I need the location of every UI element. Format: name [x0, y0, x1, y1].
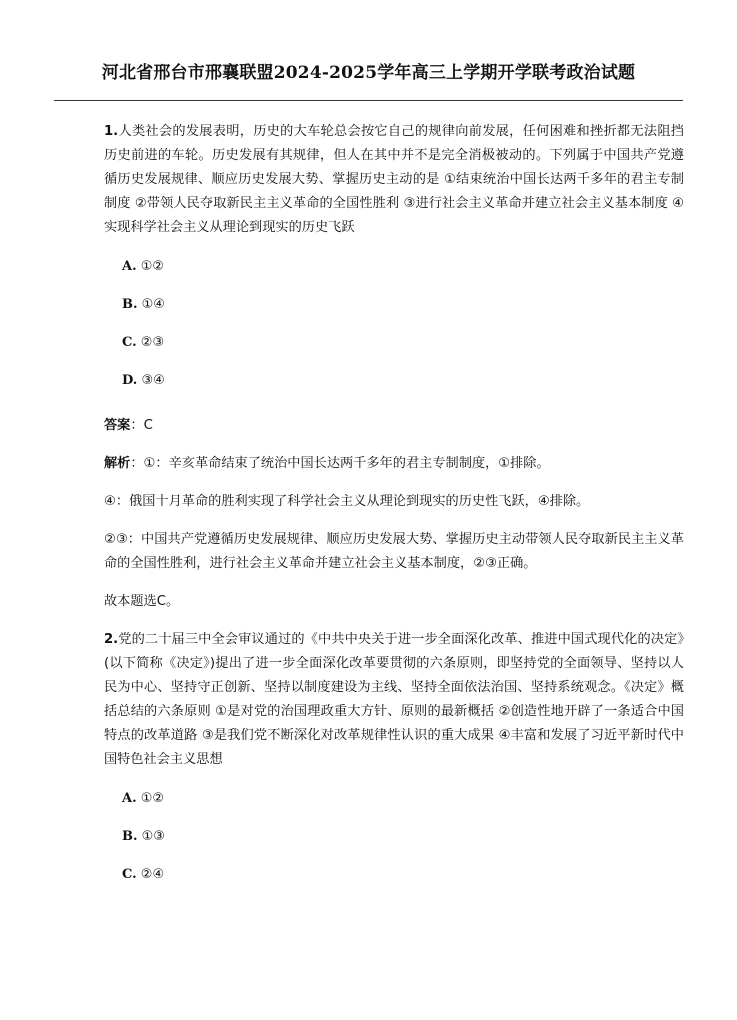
option-a: A. ①② [122, 259, 165, 274]
option-b: B. ①④ [122, 297, 165, 312]
option-a: A. ①② [122, 791, 165, 806]
question-number: 1. [104, 124, 119, 139]
option-d: D. ③④ [122, 373, 165, 388]
question-2-options [104, 780, 684, 894]
title-divider [54, 100, 683, 101]
option-c: C. ②④ [122, 867, 165, 882]
analysis-conclusion: 故本题选C。 [104, 594, 180, 609]
document-body [104, 120, 684, 894]
question-2-stem [104, 628, 684, 772]
question-1-stem [104, 120, 684, 240]
question-text: 党的二十届三中全会审议通过的《中共中央关于进一步全面深化改革、推进中国式现代化的决定》(以下简称《决定》)提出了进一步全面深化改革要贯彻的六条原则，即坚持党的全面领导、坚持以人民为中心、坚持守正创新、坚持以制度建设为主线、坚持全面依法治国、坚持系统观念。《决定》概括总结的六条原则 ①是对党的治国理政重大方针、原则的最新概括 ②创造性地开辟了一条适合中国特点的改革道路 ③是我们党不断深化对改革规律性认识的重大成果 ④丰富和发展了习近平新时代中国特色社会主义思想 [104, 632, 684, 767]
question-text: 人类社会的发展表明，历史的大车轮总会按它自己的规律向前发展，任何困难和挫折都无法阻挡历史前进的车轮。历史发展有其规律，但人在其中并不是完全消极被动的。下列属于中国共产党遵循历史发展规律、顺应历史发展大势、掌握历史主动的是 ①结束统治中国长达两千多年的君主专制制度 ②带领人民夺取新民主主义革命的全国性胜利 ③进行社会主义革命并建立社会主义基本制度 ④实现科学社会主义从理论到现实的历史飞跃 [104, 124, 684, 235]
answer-line: 答案：C [104, 418, 153, 433]
analysis-line-1: 解析：①：辛亥革命结束了统治中国长达两千多年的君主专制制度，①排除。 [104, 456, 550, 471]
analysis-line-2: ④：俄国十月革命的胜利实现了科学社会主义从理论到现实的历史性飞跃，④排除。 [104, 494, 590, 509]
option-b: B. ①③ [122, 829, 165, 844]
option-c: C. ②③ [122, 335, 165, 350]
question-1-options [104, 248, 684, 400]
question-number: 2. [104, 632, 119, 647]
answer-value: C [143, 418, 153, 433]
analysis-line-3: ②③：中国共产党遵循历史发展规律、顺应历史发展大势、掌握历史主动带领人民夺取新民主主义革命的全国性胜利，进行社会主义革命并建立社会主义基本制度，②③正确。 [104, 532, 684, 571]
page-title: 河北省邢台市邢襄联盟2024-2025学年高三上学期开学联考政治试题 [101, 63, 636, 83]
